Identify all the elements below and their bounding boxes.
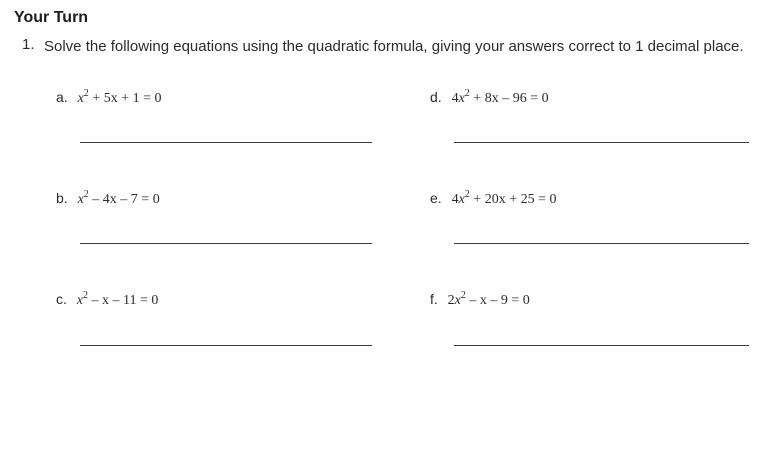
equation-item-e xyxy=(430,190,556,208)
equation-item-c xyxy=(56,291,158,309)
question-number: 1. xyxy=(22,36,35,53)
equation-text: $x^2 - 4x - 7 = 0$ xyxy=(77,189,160,207)
equation-text: $x^2 + 5x + 1 = 0$ xyxy=(77,88,162,106)
equation-item-d xyxy=(430,89,549,107)
item-letter: b. xyxy=(56,190,68,206)
question-instruction: Solve the following equations using the quadratic formula, giving your answers correct to 1 decimal place. xyxy=(44,38,744,55)
equation-text: $4x^2 + 8x - 96 = 0$ xyxy=(451,88,549,106)
answer-line-a[interactable] xyxy=(80,142,372,143)
equation-item-f xyxy=(430,291,530,309)
item-letter: e. xyxy=(430,190,442,206)
answer-line-e[interactable] xyxy=(454,243,749,244)
answer-line-b[interactable] xyxy=(80,243,372,244)
item-letter: c. xyxy=(56,291,67,307)
item-letter: a. xyxy=(56,89,68,105)
equation-item-a xyxy=(56,89,161,107)
answer-line-f[interactable] xyxy=(454,345,749,346)
answer-line-d[interactable] xyxy=(454,142,749,143)
answer-line-c[interactable] xyxy=(80,345,372,346)
equation-text: $4x^2 + 20x + 25 = 0$ xyxy=(451,189,557,207)
equation-text: $2x^2 - x - 9 = 0$ xyxy=(447,290,530,308)
equation-text: $x^2 - x - 11 = 0$ xyxy=(76,290,159,308)
item-letter: f. xyxy=(430,291,438,307)
worksheet-heading: Your Turn xyxy=(14,9,89,26)
item-letter: d. xyxy=(430,89,442,105)
equation-item-b xyxy=(56,190,160,208)
